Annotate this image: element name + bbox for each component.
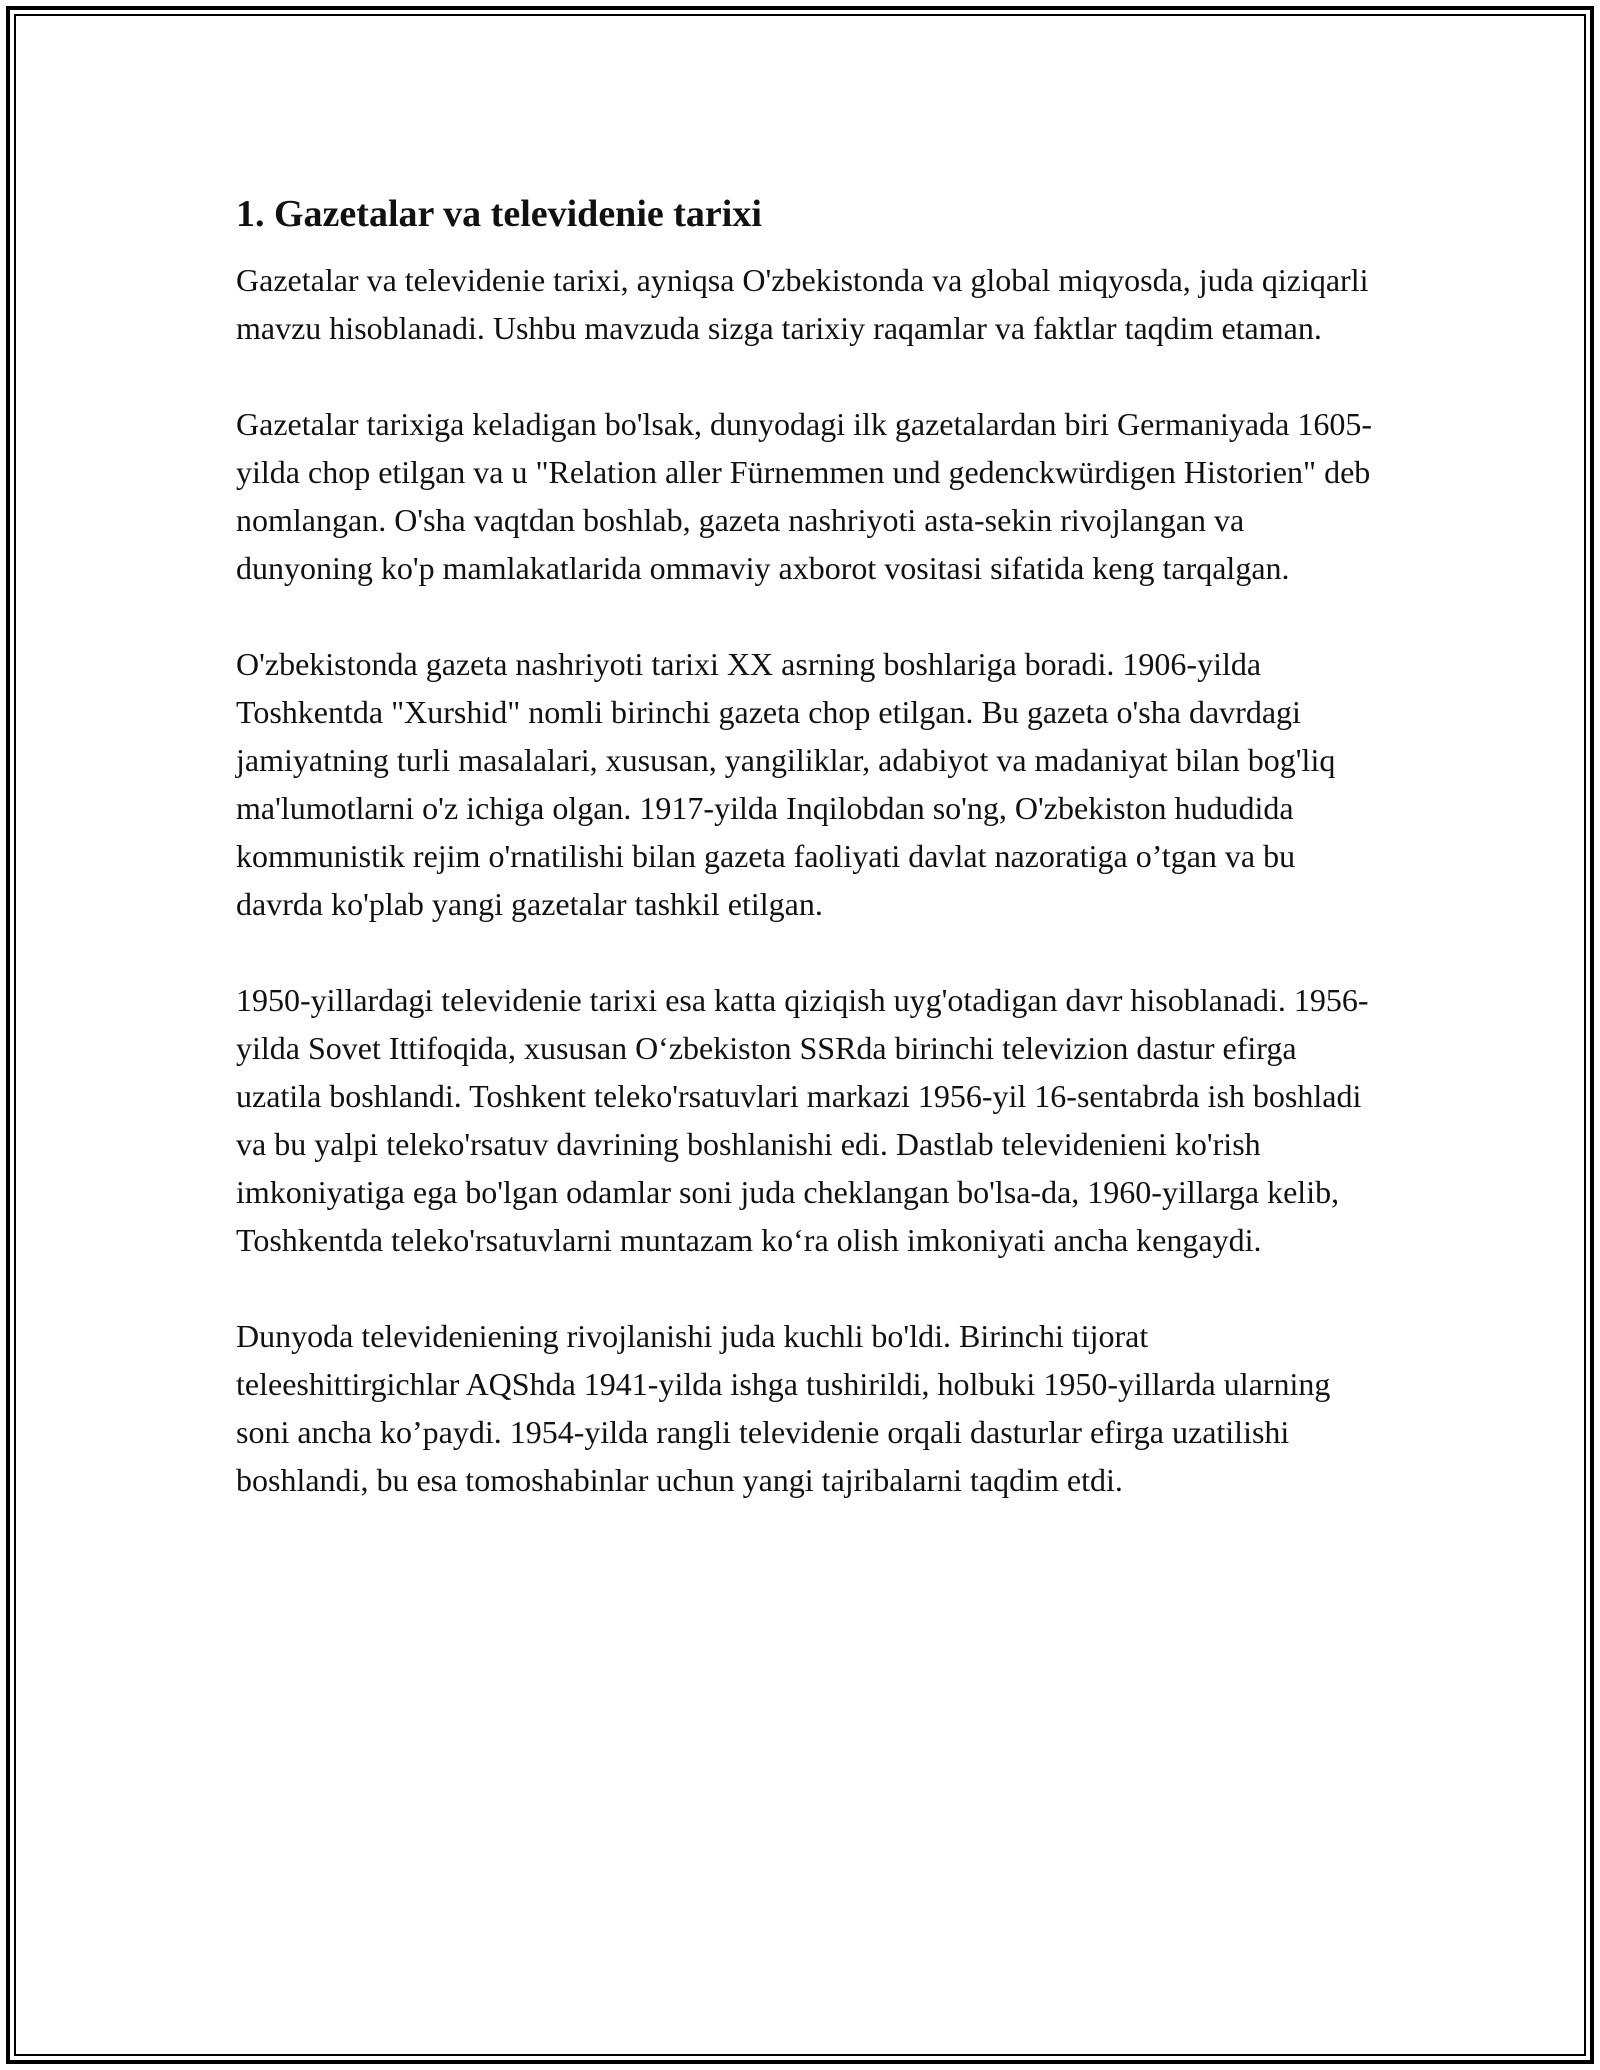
paragraph-world-television: Dunyoda televideniening rivojlanishi juda kuchli bo'ldi. Birinchi tijorat teleeshittirgichlar AQShda 1941-yilda ishga tushirildi, holbuki 1950-yillarda ularning soni ancha ko’paydi. 1954-yilda rangli televidenie orqali dasturlar efirga uzatilishi boshlandi, bu esa tomoshabinlar uchun yangi tajribalarni taqdim etdi.	[236, 1318, 1331, 1498]
document-body	[236, 190, 1376, 1552]
paragraph-intro: Gazetalar va televidenie tarixi, ayniqsa O'zbekistonda va global miqyosda, juda qiziqarli mavzu hisoblanadi. Ushbu mavzuda sizga tarixiy raqamlar va faktlar taqdim etaman.	[236, 262, 1369, 346]
paragraph-newspaper-history: Gazetalar tarixiga keladigan bo'lsak, dunyodagi ilk gazetalardan biri Germaniyada 1605-yilda chop etilgan va u "Relation aller Fürnemmen und gedenckwürdigen Historien" deb nomlangan. O'sha vaqtdan boshlab, gazeta nashriyoti asta-sekin rivojlangan va dunyoning ko'p mamlakatlarida ommaviy axborot vositasi sifatida keng tarqalgan.	[236, 406, 1372, 586]
paragraph-uzbekistan-press: O'zbekistonda gazeta nashriyoti tarixi XX asrning boshlariga boradi. 1906-yilda Toshkentda "Xurshid" nomli birinchi gazeta chop etilgan. Bu gazeta o'sha davrdagi jamiyatning turli masalalari, xususan, yangiliklar, adabiyot va madaniyat bilan bog'liq ma'lumotlarni o'z ichiga olgan. 1917-yilda Inqilobdan so'ng, O'zbekiston hududida kommunistik rejim o'rnatilishi bilan gazeta faoliyati davlat nazoratiga o’tgan va bu davrda ko'plab yangi gazetalar tashkil etilgan.	[236, 646, 1336, 922]
paragraph-television-history: 1950-yillardagi televidenie tarixi esa katta qiziqish uyg'otadigan davr hisoblanadi. 1956-yilda Sovet Ittifoqida, xususan O‘zbekiston SSRda birinchi televizion dastur efirga uzatila boshlandi. Toshkent teleko'rsatuvlari markazi 1956-yil 16-sentabrda ish boshladi va bu yalpi teleko'rsatuv davrining boshlanishi edi. Dastlab televidenieni ko'rish imkoniyatiga ega bo'lgan odamlar soni juda cheklangan bo'lsa-da, 1960-yillarga kelib, Toshkentda teleko'rsatuvlarni muntazam ko‘ra olish imkoniyati ancha kengaydi.	[236, 982, 1369, 1258]
section-heading: 1. Gazetalar va televidenie tarixi	[236, 193, 762, 235]
